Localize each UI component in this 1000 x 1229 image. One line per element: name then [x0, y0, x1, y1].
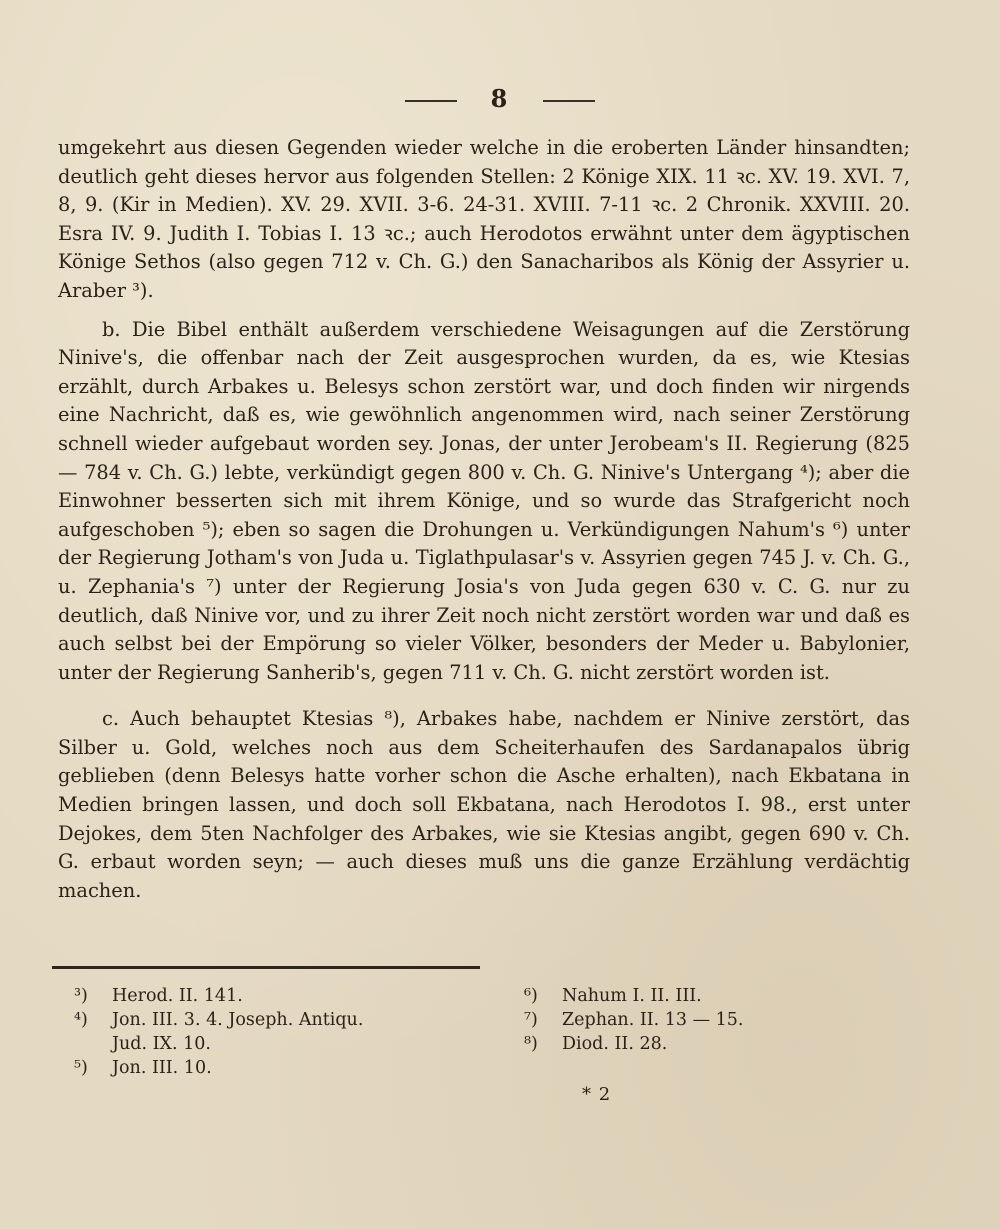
footnote — [524, 1032, 854, 1056]
footnote-text: Herod. II. 141. — [112, 986, 243, 1006]
footnote — [524, 984, 854, 1008]
paragraph-c: c. Auch behauptet Ktesias ⁸), Arbakes habe, nachdem er Ninive zerstört, das Silber u. Gold, welches noch aus dem Scheiterhaufen des Sardanapalos übrig geblieben (denn Belesys hatte vorher schon die Asche erhalten), nach Ekbatana in Medien bringen lassen, und doch soll Ekbatana, nach Herodotos I. 98., erst unter Dejokes, dem 5ten Nachfolger des Arbakes, wie sie Ktesias angibt, gegen 690 v. Ch. G. erbaut worden seyn; — auch dieses muß uns die ganze Erzählung verdächtig machen. — [58, 707, 910, 902]
footnote — [74, 1008, 494, 1032]
footnote-text: Jon. III. 3. 4. Joseph. Antiqu. — [112, 1010, 364, 1030]
footnote-text: Nahum I. II. III. — [562, 986, 702, 1006]
footnote — [524, 1008, 854, 1032]
footnote-continuation — [74, 1032, 494, 1056]
page-number: 8 — [490, 84, 510, 113]
footnote-text: Jud. IX. 10. — [112, 1034, 211, 1054]
paragraph-b: b. Die Bibel enthält außerdem verschiedene Weisagungen auf die Zerstörung Ninive's, die offenbar nach der Zeit ausgesprochen wurden, da es, wie Ktesias erzählt, durch Arbakes u. Belesys schon zerstört war, und doch finden wir nirgends eine Nachricht, daß es, wie gewöhnlich angenommen wird, nach seiner Zerstörung schnell wieder aufgebaut worden sey. Jonas, der unter Jerobeam's II. Regierung (825 — 784 v. Ch. G.) lebte, verkündigt gegen 800 v. Ch. G. Ninive's Untergang ⁴); aber die Einwohner besserten sich mit ihrem Könige, und so wurde das Strafgericht noch aufgeschoben ⁵); eben so sagen die Drohungen u. Verkündigungen Nahum's ⁶) unter der Regierung Jotham's von Juda u. Tiglathpulasar's v. Assyrien gegen 745 J. v. Ch. G., u. Zephania's ⁷) unter der Regierung Josia's von Juda gegen 630 v. C. G. nur zu deutlich, daß Ninive vor, und zu ihrer Zeit noch nicht zerstört worden war und daß es auch selbst bei der Empörung so vieler Völker, besonders der Meder u. Babylonier, unter der Regierung Sanherib's, gegen 711 v. Ch. G. nicht zerstört worden ist. — [58, 317, 910, 684]
footnote — [74, 1056, 494, 1080]
header-dash-left — [405, 100, 457, 102]
footnote-text: Zephan. II. 13 — 15. — [562, 1010, 744, 1030]
footnotes-left — [74, 984, 494, 1080]
paragraph-continuation: umgekehrt aus diesen Gegenden wieder welche in die eroberten Länder hinsandten; deutlich geht dieses hervor aus folgenden Stellen: 2 Könige XIX. 11 ꝛc. XV. 19. XVI. 7, 8, 9. (Kir in Medien). XV. 29. XVII. 3-6. 24-31. XVIII. 7-11 ꝛc. 2 Chronik. XXVIII. 20. Esra IV. 9. Judith I. Tobias I. 13 ꝛc.; auch Herodotos erwähnt unter dem ägyptischen Könige Sethos (also gegen 712 v. Ch. G.) den Sanacharibos als König der Assyrier u. Araber ³). — [58, 136, 910, 302]
footnote-number: ⁸) — [524, 1034, 538, 1054]
footnote-text: Diod. II. 28. — [562, 1034, 668, 1054]
footnote-number: ⁷) — [524, 1010, 538, 1030]
page-header — [0, 84, 1000, 113]
footnote-number: ⁴) — [74, 1010, 88, 1030]
footnote-number: ⁶) — [524, 986, 538, 1006]
footnote — [74, 984, 494, 1008]
footnote-number: ³) — [74, 986, 88, 1006]
main-text — [58, 134, 910, 905]
footnote-rule — [52, 966, 480, 969]
header-dash-right — [543, 100, 595, 102]
footnote-text: Jon. III. 10. — [112, 1058, 212, 1078]
signature-mark: * 2 — [582, 1084, 612, 1105]
footnote-number: ⁵) — [74, 1058, 88, 1078]
footnotes-right — [524, 984, 854, 1056]
